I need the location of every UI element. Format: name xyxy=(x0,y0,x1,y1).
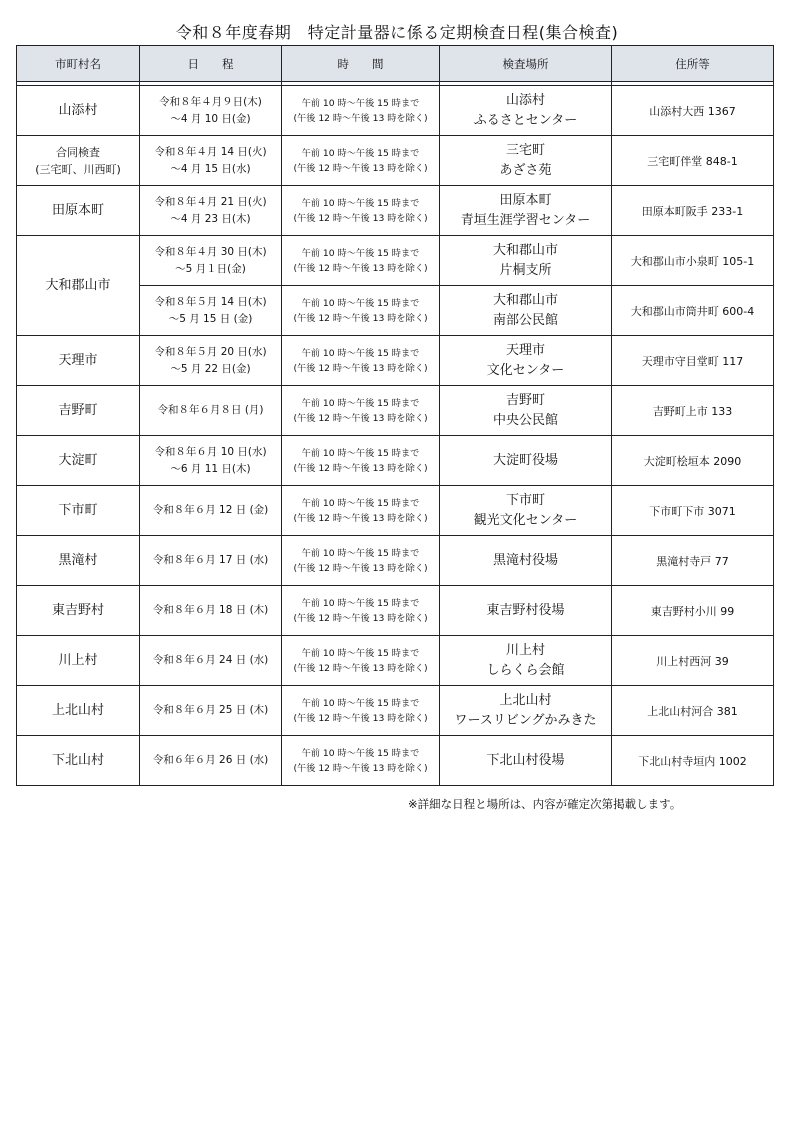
table-header-row xyxy=(17,46,774,82)
table-row xyxy=(17,536,774,586)
cell-line: 観光文化センター xyxy=(473,512,578,528)
address-cell: 大和郡山市小泉町 105-1 xyxy=(612,236,774,286)
cell-line: 大和郡山市 xyxy=(45,277,111,293)
date-cell xyxy=(140,736,282,786)
cell-line: 午前 10 時～午後 15 時まで xyxy=(301,697,420,709)
venue-cell xyxy=(440,686,612,736)
municipality-cell xyxy=(17,686,140,736)
date-cell xyxy=(140,436,282,486)
cell-line: (午後 12 時～午後 13 時を除く) xyxy=(293,112,428,124)
date-cell xyxy=(140,636,282,686)
header-date: 日 程 xyxy=(140,46,282,82)
cell-line: 午前 10 時～午後 15 時まで xyxy=(301,747,420,759)
cell-line: (午後 12 時～午後 13 時を除く) xyxy=(293,262,428,274)
municipality-cell xyxy=(17,136,140,186)
municipality-cell xyxy=(17,336,140,386)
address-cell: 大淀町桧垣本 2090 xyxy=(612,436,774,486)
cell-line: 文化センター xyxy=(486,362,565,378)
date-cell xyxy=(140,486,282,536)
cell-line: ～5 月１日(金) xyxy=(175,262,246,275)
cell-line: 令和８年６月 10 日(水) xyxy=(154,445,267,458)
cell-line: 午前 10 時～午後 15 時まで xyxy=(301,297,420,309)
header-municipality: 市町村名 xyxy=(17,46,140,82)
cell-line: 山添村 xyxy=(505,92,545,108)
address-cell: 東吉野村小川 99 xyxy=(612,586,774,636)
cell-line: (三宅町、川西町) xyxy=(35,162,121,176)
municipality-cell xyxy=(17,186,140,236)
venue-cell xyxy=(440,336,612,386)
cell-line: ワースリビングかみきた xyxy=(454,712,597,728)
cell-line: 大淀町役場 xyxy=(492,452,558,468)
cell-line: 下市町 xyxy=(58,502,98,518)
cell-line: 田原本町 xyxy=(51,202,104,218)
cell-line: 令和８年６月 24 日 (水) xyxy=(152,654,269,666)
cell-line: 午前 10 時～午後 15 時まで xyxy=(301,447,420,459)
time-cell xyxy=(282,86,440,136)
address-cell: 下北山村寺垣内 1002 xyxy=(612,736,774,786)
cell-line: 川上村 xyxy=(58,652,98,668)
address-cell: 上北山村河合 381 xyxy=(612,686,774,736)
cell-line: 午前 10 時～午後 15 時まで xyxy=(301,197,420,209)
municipality-cell xyxy=(17,536,140,586)
cell-line: ふるさとセンター xyxy=(473,112,578,128)
address-cell: 川上村西河 39 xyxy=(612,636,774,686)
cell-line: (午後 12 時～午後 13 時を除く) xyxy=(293,412,428,424)
municipality-cell xyxy=(17,586,140,636)
time-cell xyxy=(282,736,440,786)
time-cell xyxy=(282,286,440,336)
cell-line: 合同検査 xyxy=(56,145,100,159)
cell-line: 東吉野村 xyxy=(51,602,104,618)
time-cell xyxy=(282,336,440,386)
cell-line: 令和８年６月 12 日 (金) xyxy=(152,504,269,516)
cell-line: 令和８年６月 18 日 (木) xyxy=(152,604,269,616)
cell-line: 南部公民館 xyxy=(492,312,558,328)
venue-cell xyxy=(440,236,612,286)
address-cell: 三宅町伴堂 848-1 xyxy=(612,136,774,186)
table-row xyxy=(17,336,774,386)
cell-line: 青垣生涯学習センター xyxy=(460,212,591,228)
page-title: 令和８年度春期 特定計量器に係る定期検査日程(集合検査) xyxy=(175,23,619,42)
date-cell xyxy=(140,536,282,586)
cell-line: 吉野町 xyxy=(505,392,545,408)
cell-line: 田原本町 xyxy=(499,192,552,208)
footnote: ※詳細な日程と場所は、内容が確定次第掲載します。 xyxy=(408,797,682,811)
cell-line: 令和８年４月９日(木) xyxy=(159,95,262,108)
cell-line: 東吉野村役場 xyxy=(486,602,565,618)
venue-cell xyxy=(440,486,612,536)
venue-cell xyxy=(440,86,612,136)
cell-line: 令和８年６月 17 日 (水) xyxy=(152,554,269,566)
cell-line: 下市町 xyxy=(505,492,545,508)
cell-line: 午前 10 時～午後 15 時まで xyxy=(301,247,420,259)
municipality-cell xyxy=(17,386,140,436)
cell-line: (午後 12 時～午後 13 時を除く) xyxy=(293,662,428,674)
cell-line: 令和８年５月 14 日(木) xyxy=(154,295,267,308)
cell-line: 令和８年４月 21 日(火) xyxy=(154,195,267,208)
cell-line: 令和８年４月 30 日(木) xyxy=(154,245,267,258)
time-cell xyxy=(282,686,440,736)
header-venue: 検査場所 xyxy=(440,46,612,82)
date-cell xyxy=(140,286,282,336)
address-cell: 下市町下市 3071 xyxy=(612,486,774,536)
municipality-cell xyxy=(17,436,140,486)
cell-line: 午前 10 時～午後 15 時まで xyxy=(301,597,420,609)
table-body xyxy=(17,82,774,786)
cell-line: 令和８年６月 25 日 (木) xyxy=(152,704,269,716)
cell-line: 天理市 xyxy=(58,352,98,368)
time-cell xyxy=(282,386,440,436)
time-cell xyxy=(282,636,440,686)
cell-line: 上北山村 xyxy=(51,702,104,718)
cell-line: 片桐支所 xyxy=(499,262,552,278)
cell-line: (午後 12 時～午後 13 時を除く) xyxy=(293,762,428,774)
cell-line: 下北山村役場 xyxy=(486,752,565,768)
cell-line: しらくら会館 xyxy=(486,662,565,678)
table-row xyxy=(17,386,774,436)
address-cell: 黒滝村寺戸 77 xyxy=(612,536,774,586)
cell-line: 令和８年６月８日 (月) xyxy=(157,404,264,416)
venue-cell xyxy=(440,436,612,486)
cell-line: 午前 10 時～午後 15 時まで xyxy=(301,97,420,109)
cell-line: 川上村 xyxy=(505,642,545,658)
table-row xyxy=(17,586,774,636)
table-row xyxy=(17,236,774,286)
venue-cell xyxy=(440,386,612,436)
schedule-table xyxy=(16,45,774,786)
date-cell xyxy=(140,186,282,236)
cell-line: 午前 10 時～午後 15 時まで xyxy=(301,397,420,409)
table-row xyxy=(17,436,774,486)
municipality-cell xyxy=(17,736,140,786)
address-cell: 大和郡山市筒井町 600-4 xyxy=(612,286,774,336)
header-address: 住所等 xyxy=(612,46,774,82)
cell-line: 中央公民館 xyxy=(492,412,558,428)
cell-line: ～4 月 15 日(水) xyxy=(170,162,251,175)
cell-line: (午後 12 時～午後 13 時を除く) xyxy=(293,462,428,474)
cell-line: 上北山村 xyxy=(499,692,552,708)
venue-cell xyxy=(440,286,612,336)
table-row xyxy=(17,86,774,136)
date-cell xyxy=(140,136,282,186)
cell-line: 大和郡山市 xyxy=(492,242,558,258)
municipality-cell xyxy=(17,636,140,686)
header-time: 時 間 xyxy=(282,46,440,82)
table-row xyxy=(17,486,774,536)
cell-line: 令和８年４月 14 日(火) xyxy=(154,145,267,158)
cell-line: 午前 10 時～午後 15 時まで xyxy=(301,347,420,359)
date-cell xyxy=(140,686,282,736)
municipality-cell xyxy=(17,486,140,536)
venue-cell xyxy=(440,536,612,586)
address-cell: 田原本町阪手 233-1 xyxy=(612,186,774,236)
address-cell: 山添村大西 1367 xyxy=(612,86,774,136)
venue-cell xyxy=(440,736,612,786)
venue-cell xyxy=(440,636,612,686)
time-cell xyxy=(282,486,440,536)
cell-line: 午前 10 時～午後 15 時まで xyxy=(301,497,420,509)
cell-line: ～4 月 23 日(木) xyxy=(170,212,251,225)
cell-line: あざさ苑 xyxy=(499,162,552,178)
municipality-cell xyxy=(17,86,140,136)
cell-line: ～5 月 22 日(金) xyxy=(170,362,251,375)
cell-line: (午後 12 時～午後 13 時を除く) xyxy=(293,512,428,524)
time-cell xyxy=(282,136,440,186)
date-cell xyxy=(140,586,282,636)
cell-line: 午前 10 時～午後 15 時まで xyxy=(301,147,420,159)
cell-line: 山添村 xyxy=(58,102,98,118)
venue-cell xyxy=(440,586,612,636)
venue-cell xyxy=(440,136,612,186)
cell-line: (午後 12 時～午後 13 時を除く) xyxy=(293,312,428,324)
time-cell xyxy=(282,436,440,486)
cell-line: ～4 月 10 日(金) xyxy=(170,112,251,125)
cell-line: 下北山村 xyxy=(51,752,104,768)
cell-line: 黒滝村役場 xyxy=(492,552,558,568)
cell-line: 吉野町 xyxy=(58,402,98,418)
cell-line: 午前 10 時～午後 15 時まで xyxy=(301,647,420,659)
cell-line: (午後 12 時～午後 13 時を除く) xyxy=(293,362,428,374)
time-cell xyxy=(282,586,440,636)
cell-line: 令和８年５月 20 日(水) xyxy=(154,345,267,358)
cell-line: 令和６年６月 26 日 (水) xyxy=(152,754,269,766)
cell-line: 大和郡山市 xyxy=(492,292,558,308)
cell-line: 黒滝村 xyxy=(58,552,98,568)
cell-line: (午後 12 時～午後 13 時を除く) xyxy=(293,612,428,624)
date-cell xyxy=(140,86,282,136)
cell-line: (午後 12 時～午後 13 時を除く) xyxy=(293,162,428,174)
table-row xyxy=(17,136,774,186)
address-cell: 吉野町上市 133 xyxy=(612,386,774,436)
time-cell xyxy=(282,236,440,286)
time-cell xyxy=(282,536,440,586)
cell-line: (午後 12 時～午後 13 時を除く) xyxy=(293,562,428,574)
table-row xyxy=(17,686,774,736)
municipality-cell xyxy=(17,236,140,336)
cell-line: (午後 12 時～午後 13 時を除く) xyxy=(293,212,428,224)
table-row xyxy=(17,736,774,786)
date-cell xyxy=(140,336,282,386)
cell-line: (午後 12 時～午後 13 時を除く) xyxy=(293,712,428,724)
date-cell xyxy=(140,236,282,286)
venue-cell xyxy=(440,186,612,236)
table-row xyxy=(17,636,774,686)
table-row xyxy=(17,186,774,236)
cell-line: ～6 月 11 日(木) xyxy=(170,462,251,475)
cell-line: 天理市 xyxy=(505,342,545,358)
time-cell xyxy=(282,186,440,236)
cell-line: 午前 10 時～午後 15 時まで xyxy=(301,547,420,559)
address-cell: 天理市守目堂町 117 xyxy=(612,336,774,386)
cell-line: ～5 月 15 日 (金) xyxy=(168,312,253,325)
date-cell xyxy=(140,386,282,436)
cell-line: 大淀町 xyxy=(58,452,98,468)
cell-line: 三宅町 xyxy=(505,142,545,158)
